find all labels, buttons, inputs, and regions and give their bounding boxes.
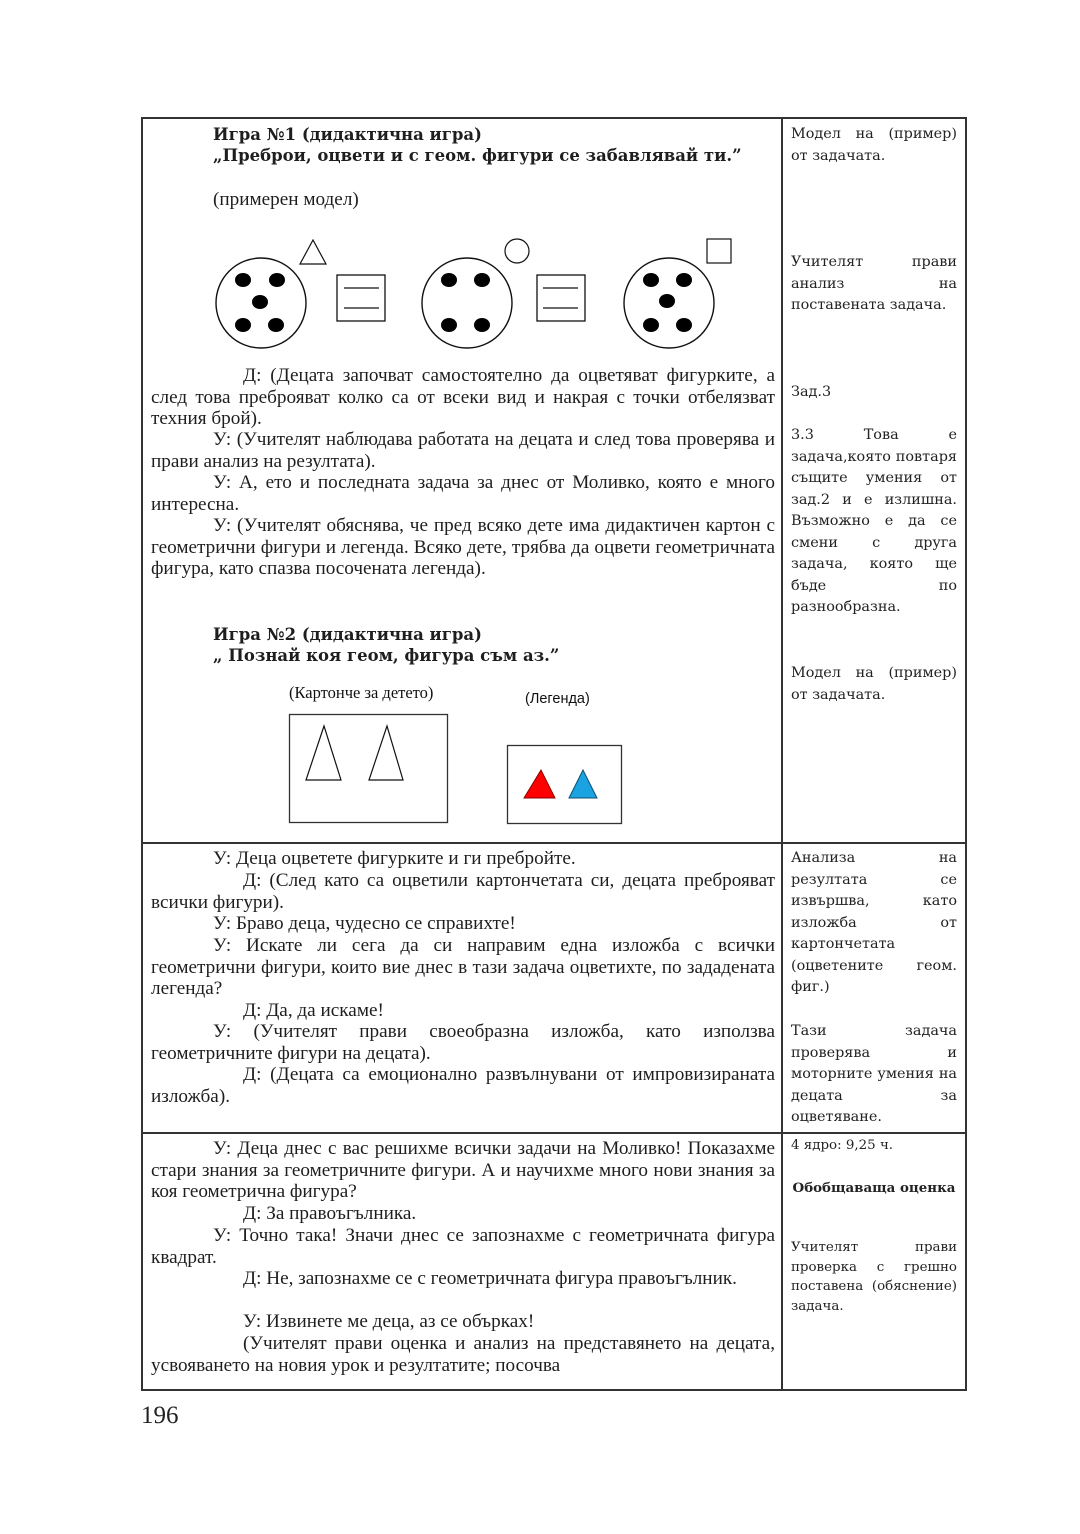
- comment-cell: [783, 844, 965, 1132]
- paragraph: Д: (Децата започват самостоятелно да оцветяват фигурките, а след това преброяват колко са от всеки вид и накрая с точки отбелязват техния брой).: [151, 365, 775, 429]
- comment: 3.3 Това е задача,която повтаря същите умения от зад.2 и е излишна. Възможно е да се смени с друга задача, която ще бъде по разнообразна.: [791, 427, 957, 615]
- dot: [676, 318, 692, 332]
- square-shape: [707, 239, 731, 263]
- paragraph: Д: За правоъгълника.: [243, 1203, 417, 1224]
- dot-circle: [422, 258, 512, 348]
- paragraph: У: (Учителят наблюдава работата на децата и след това проверява и прави анализ на резултата).: [151, 429, 775, 472]
- card-caption: (Картонче за детето): [289, 683, 434, 702]
- comment: Анализа на резултата се извършва, като изложба от картончетата (оцветените геом. фиг.): [791, 850, 957, 995]
- dot: [474, 318, 490, 332]
- comment: 4 ядро: 9,25 ч.: [791, 1138, 894, 1153]
- game1-subtitle: „Преброи, оцвети и с геом. фигури се забавлявай ти.”: [213, 146, 742, 165]
- dot: [643, 318, 659, 332]
- dot: [643, 273, 659, 287]
- dot-circle-group-1: [216, 240, 326, 348]
- comment: Модел на (пример) от задачата.: [791, 665, 957, 703]
- dot-circle-group-3: [624, 239, 731, 348]
- dot: [441, 273, 457, 287]
- main-cell: [143, 1134, 783, 1389]
- table-row: [143, 119, 965, 844]
- paragraph: У: Деца днес с вас решихме всички задачи на Моливко! Показахме стари знания за геометричните фигури. А и научихме много нови знания за коя геометрична фигура?: [151, 1138, 775, 1202]
- main-cell: [143, 844, 783, 1132]
- comment: Модел на (пример) от задачата.: [791, 126, 957, 164]
- paragraph: Д: (След като са оцветили картончетата си, децата преброяват всички фигури).: [151, 870, 775, 913]
- comment: Тази задача проверява и моторните умения на децата за оцветяване.: [791, 1023, 957, 1125]
- answer-box-1: [337, 275, 385, 321]
- comment-cell: [783, 119, 965, 842]
- dot: [659, 294, 675, 308]
- game2-subtitle: „ Познай коя геом, фигура съм аз.”: [213, 646, 560, 665]
- game1-title: Игра №1 (дидактична игра): [213, 125, 482, 144]
- game1-figures: [203, 229, 743, 359]
- page-number: 196: [141, 1402, 179, 1429]
- dot: [269, 273, 285, 287]
- dot: [268, 318, 284, 332]
- dot: [252, 295, 268, 309]
- paragraph: У: (Учителят прави своеобразна изложба, като използва геометричните фигури на децата).: [151, 1021, 775, 1064]
- answer-box-2: [537, 275, 585, 321]
- game2-title: Игра №2 (дидактична игра): [213, 625, 482, 644]
- dot: [235, 273, 251, 287]
- paragraph: Д: Да, да искаме!: [243, 1000, 384, 1021]
- paragraph: У: Точно така! Значи днес се запознахме с геометричната фигура квадрат.: [151, 1225, 775, 1268]
- comment: Зад.3: [791, 384, 832, 400]
- legend-caption: (Легенда): [525, 691, 590, 707]
- paragraph: У: Браво деца, чудесно се справихте!: [213, 913, 516, 934]
- game1-note: (примерен модел): [213, 189, 359, 210]
- paragraph: (Учителят прави оценка и анализ на представянето на децата, усвояването на новия урок и резултатите; посочва: [151, 1333, 775, 1376]
- dot: [676, 273, 692, 287]
- paragraph: У: А, ето и последната задача за днес от Моливко, която е много интересна.: [151, 472, 775, 515]
- dot-circle-group-2: [422, 239, 529, 348]
- lesson-table: [141, 117, 967, 1391]
- paragraph: Д: (Децата са емоционално развълнувани от импровизираната изложба).: [151, 1064, 775, 1107]
- dot: [474, 273, 490, 287]
- child-card: [289, 714, 449, 824]
- comment-cell: [783, 1134, 965, 1389]
- triangle-shape: [300, 240, 326, 264]
- paragraph: Д: Не, запознахме се с геометричната фигура правоъгълник.: [243, 1268, 737, 1289]
- table-row: [143, 844, 965, 1134]
- circle-shape: [505, 239, 529, 263]
- paragraph: У: (Учителят обяснява, че пред всяко дете има дидактичен картон с геометрични фигури и легенда. Всяко дете, трябва да оцвети геометричната фигура, като спазва посочената легенда).: [151, 515, 775, 579]
- legend-card: [507, 745, 623, 825]
- dot: [235, 318, 251, 332]
- dot: [441, 318, 457, 332]
- paragraph: У: Деца оцветете фигурките и ги пребройте.: [213, 848, 576, 869]
- comment: Учителят прави анализ на поставената задача.: [791, 254, 957, 313]
- main-cell: [143, 119, 783, 842]
- paragraph: У: Искате ли сега да си направим една изложба с всички геометрични фигури, които вие днес в тази задача оцветихте, по зададената легенда?: [151, 935, 775, 999]
- table-row: [143, 1134, 965, 1389]
- summary-heading: Обобщаваща оценка: [792, 1180, 956, 1196]
- paragraph: У: Извинете ме деца, аз се обърках!: [243, 1311, 535, 1332]
- comment: Учителят прави проверка с грешно поставена (обяснение) задача.: [791, 1240, 957, 1314]
